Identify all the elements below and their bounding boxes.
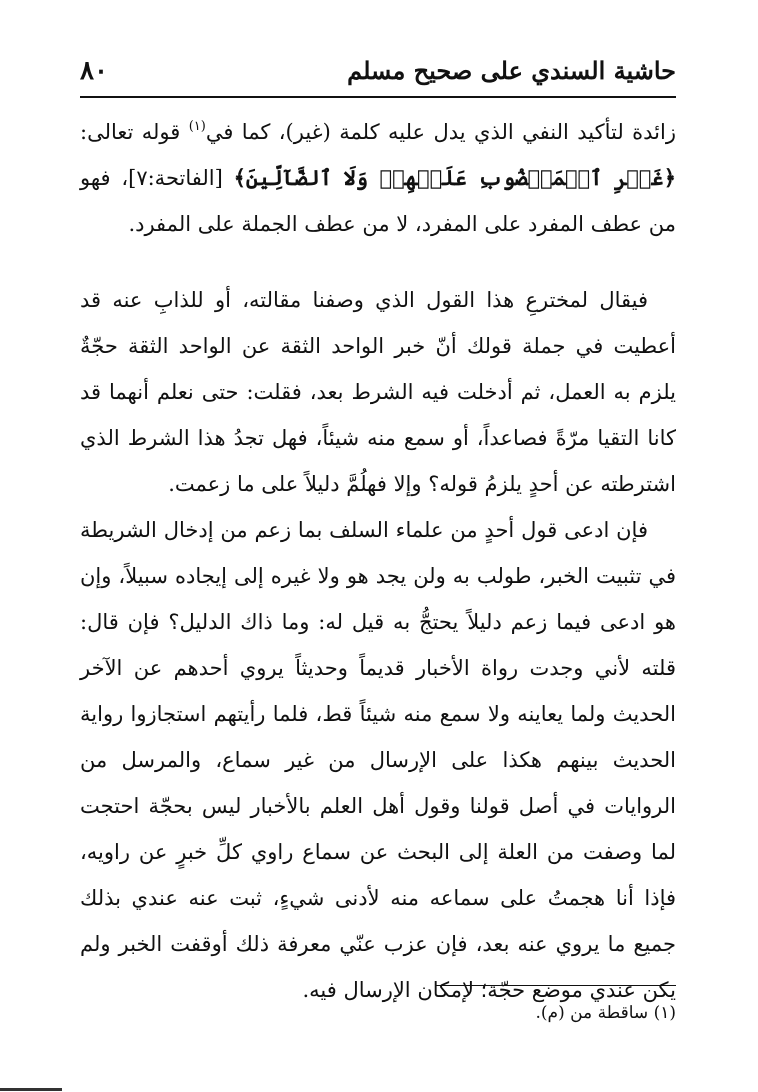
paragraph-3: فإن ادعى قول أحدٍ من علماء السلف بما زعم من إدخال الشريطة في تثبيت الخبر، طولب به ولن يجد هو ولا غيره إلى إيجاده سبيلاً، وإن هو ادعى فيما زعم دليلاً يحتجُّ به قيل له: وما ذاك الدليل؟ فإن قال: قلته لأني وجدت رواة الأخبار قديماً وحديثاً يروي أحدهم عن الآخر الحديث ولما يعاينه ولا سمع منه شيئاً قط، فلما رأيتهم استجازوا رواية الحديث بينهم هكذا على الإرسال من غير سماع، والمرسل من الروايات في أصل قولنا وقول أهل العلم بالأخبار ليس بحجّة احتجت لما وصفت من العلة إلى البحث عن سماع راوي كلِّ خبرٍ عن راويه، فإذا أنا هجمتُ على سماعه منه لأدنى شيءٍ، ثبت عنه عندي بذلك جميع ما يروي عنه بعد، فإن عزب عنّي معرفة ذلك أوقفت الخبر ولم يكن عندي موضع حجّة؛ لإمكان الإرسال فيه. <box>80 518 676 1002</box>
header-rule <box>80 96 676 98</box>
footnote-reference: (١) <box>188 119 206 134</box>
paragraph-1 <box>80 104 676 247</box>
page-number: ٨٠ <box>80 56 108 86</box>
running-title: حاشية السندي على صحيح مسلم <box>347 56 676 85</box>
paragraph-1-text-c: [الفاتحة:٧]، فهو من عطف المفرد على المفرد، لا من عطف الجملة على المفرد. <box>80 166 676 236</box>
page-header <box>80 48 676 96</box>
scan-edge-mark <box>0 1088 62 1091</box>
paragraph-2: فيقال لمخترعِ هذا القول الذي وصفنا مقالته، أو للذابِ عنه قد أعطيت في جملة قولك أنّ خبر الواحد الثقة عن الواحد الثقة حجّةٌ يلزم به العمل، ثم أدخلت فيه الشرط بعد، فقلت: حتى نعلم أنهما قد كانا التقيا مرّةً فصاعداً، أو سمع منه شيئاً، فهل تجدُ هذا الشرط الذي اشترطته عن أحدٍ يلزمُ قوله؟ وإلا فهلُمَّ دليلاً على ما زعمت. <box>80 288 676 496</box>
footnote-rule <box>436 985 676 986</box>
body-text <box>80 104 676 1013</box>
footnote: (١) ساقطة من (م). <box>535 1003 676 1023</box>
paragraph-1-text-b: قوله تعالى: <box>80 120 189 144</box>
paragraph-1-text-a: زائدة لتأكيد النفي الذي يدل عليه كلمة (غير)، كما في <box>205 120 676 144</box>
quran-verse: ﴿غَيۡرِ ٱلۡمَغۡضُوبِ عَلَيۡهِمۡ وَلَا ٱلضَّآلِّينَ﴾ <box>233 165 677 190</box>
